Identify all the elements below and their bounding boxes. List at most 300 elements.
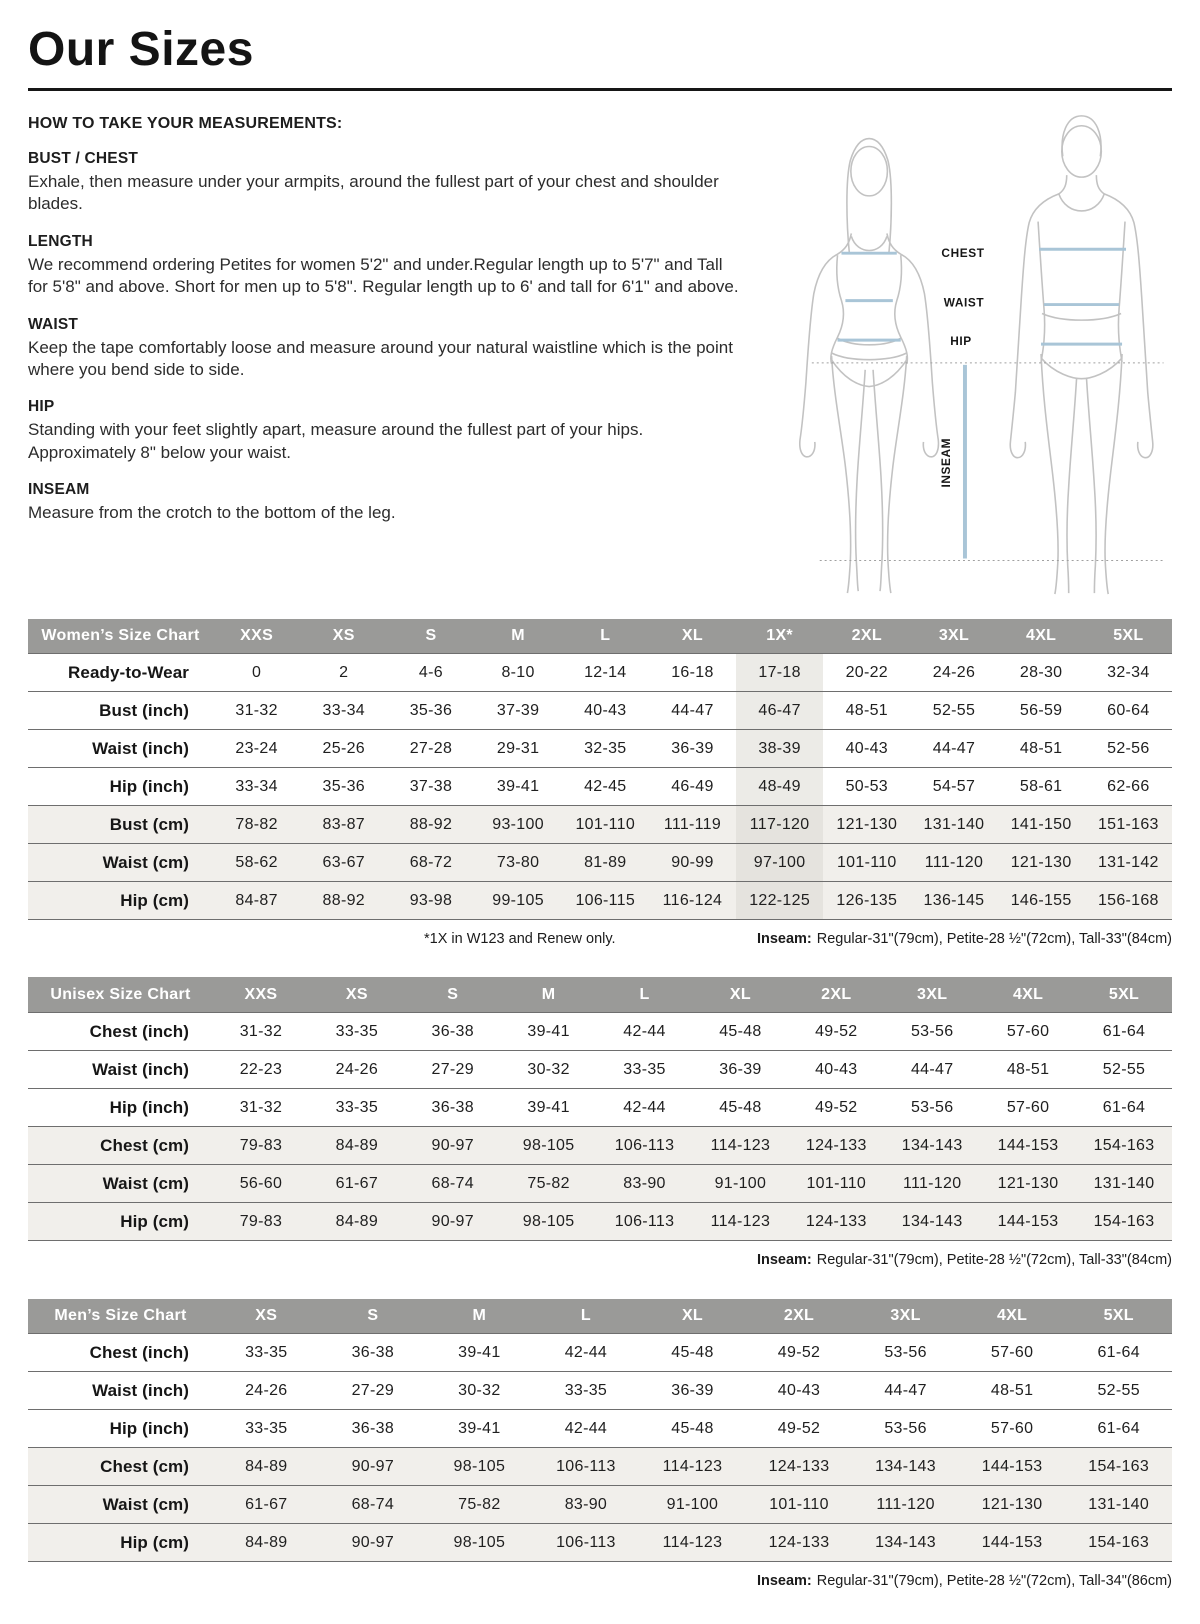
chest-label: CHEST xyxy=(941,245,985,260)
size-value-cell: 61-67 xyxy=(213,1486,320,1524)
size-column-header: 2XL xyxy=(821,985,852,1003)
size-value-cell: 116-124 xyxy=(649,882,736,920)
size-value-cell: 42-44 xyxy=(623,1098,666,1116)
table-row xyxy=(28,844,1172,882)
row-label: Hip (inch) xyxy=(109,777,189,797)
size-value-cell: 27-28 xyxy=(409,740,453,758)
size-column-header: XS xyxy=(345,985,368,1003)
size-value-cell: 79-83 xyxy=(213,1126,309,1164)
table-row xyxy=(28,1372,1172,1410)
size-value-cell: 98-105 xyxy=(426,1524,533,1562)
row-label: Hip (cm) xyxy=(28,1202,213,1240)
size-column-header: 4XL xyxy=(996,1307,1028,1325)
size-column-header: XL xyxy=(681,627,703,645)
size-value-cell: 42-45 xyxy=(584,778,627,796)
row-label: Waist (inch) xyxy=(92,1059,189,1079)
size-value-cell: 36-38 xyxy=(351,1344,395,1362)
size-value-cell: 37-38 xyxy=(409,778,453,796)
size-value-cell: 24-26 xyxy=(932,664,976,682)
inseam-note-label: Inseam: xyxy=(756,1573,812,1590)
size-value-cell: 106-113 xyxy=(597,1202,693,1240)
size-value-cell: 124-133 xyxy=(788,1202,884,1240)
size-value-cell: 90-99 xyxy=(649,844,736,882)
size-value-cell: 62-66 xyxy=(1107,778,1150,796)
section-heading: LENGTH xyxy=(28,232,93,250)
row-label: Chest (cm) xyxy=(28,1448,213,1486)
size-value-cell: 78-82 xyxy=(213,806,300,844)
size-value-cell: 84-89 xyxy=(213,1448,320,1486)
size-value-cell: 141-150 xyxy=(998,806,1085,844)
size-value-cell: 32-35 xyxy=(584,740,627,758)
size-value-cell: 144-153 xyxy=(959,1448,1066,1486)
size-value-cell: 48-51 xyxy=(990,1382,1034,1400)
size-value-cell: 101-110 xyxy=(562,806,649,844)
size-value-cell: 52-56 xyxy=(1107,740,1150,758)
size-value-cell: 48-51 xyxy=(1006,1060,1050,1078)
size-value-cell: 57-60 xyxy=(990,1344,1034,1362)
size-value-cell: 106-113 xyxy=(533,1524,640,1562)
size-value-cell: 57-60 xyxy=(990,1420,1034,1438)
top-section xyxy=(28,105,1172,599)
size-column-header: M xyxy=(472,1307,487,1325)
size-value-cell: 131-140 xyxy=(910,806,997,844)
size-value-cell: 121-130 xyxy=(998,844,1085,882)
size-value-cell: 84-89 xyxy=(309,1126,405,1164)
size-column-header: 4XL xyxy=(1026,627,1057,645)
size-value-cell: 33-35 xyxy=(245,1420,288,1438)
size-value-cell: 83-87 xyxy=(300,806,387,844)
size-value-cell: 98-105 xyxy=(501,1202,597,1240)
size-value-cell: 90-97 xyxy=(405,1202,501,1240)
mens-size-table xyxy=(28,1299,1172,1563)
size-value-cell: 151-163 xyxy=(1085,806,1172,844)
size-value-cell: 45-48 xyxy=(719,1098,762,1116)
size-value-cell: 124-133 xyxy=(746,1524,853,1562)
row-label: Waist (inch) xyxy=(92,739,189,759)
womens-table-footnote xyxy=(28,931,1172,947)
size-column-header: 5XL xyxy=(1108,985,1140,1003)
size-value-cell: 46-49 xyxy=(671,778,714,796)
size-value-cell: 22-23 xyxy=(239,1060,283,1078)
size-value-cell: 61-67 xyxy=(309,1164,405,1202)
inseam-note-label: Inseam: xyxy=(756,1251,812,1268)
size-value-cell: 75-82 xyxy=(426,1486,533,1524)
size-column-header: L xyxy=(600,627,611,645)
size-value-cell: 38-39 xyxy=(736,730,823,768)
man-figure xyxy=(1010,116,1153,594)
size-value-cell: 60-64 xyxy=(1107,702,1150,720)
size-value-cell: 83-90 xyxy=(533,1486,640,1524)
size-value-cell: 114-123 xyxy=(692,1126,788,1164)
mens-inseam-note xyxy=(757,1573,1172,1589)
size-value-cell: 131-142 xyxy=(1085,844,1172,882)
size-column-header: S xyxy=(447,985,459,1003)
size-value-cell: 39-41 xyxy=(458,1344,501,1362)
size-value-cell: 106-113 xyxy=(597,1126,693,1164)
size-value-cell: 61-64 xyxy=(1102,1098,1146,1116)
figure-illustration xyxy=(752,105,1172,599)
size-value-cell: 97-100 xyxy=(736,844,823,882)
size-value-cell: 99-105 xyxy=(475,882,562,920)
row-label: Hip (cm) xyxy=(28,882,213,920)
size-value-cell: 31-32 xyxy=(235,702,278,720)
table-title: Women’s Size Chart xyxy=(41,627,200,645)
size-value-cell: 49-52 xyxy=(777,1344,821,1362)
inseam-note-text: Regular-31"(79cm), Petite-28 ½"(72cm), Tall-33"(84cm) xyxy=(816,931,1172,948)
size-value-cell: 42-44 xyxy=(564,1344,608,1362)
size-value-cell: 136-145 xyxy=(910,882,997,920)
row-label: Waist (inch) xyxy=(92,1381,189,1401)
womens-1x-footnote: *1X in W123 and Renew only. xyxy=(424,931,616,948)
size-value-cell: 114-123 xyxy=(639,1448,746,1486)
size-value-cell: 101-110 xyxy=(788,1164,884,1202)
size-value-cell: 121-130 xyxy=(823,806,910,844)
size-value-cell: 84-89 xyxy=(213,1524,320,1562)
table-title: Unisex Size Chart xyxy=(50,985,191,1003)
table-row xyxy=(28,692,1172,730)
size-value-cell: 84-89 xyxy=(309,1202,405,1240)
size-column-header: XXS xyxy=(244,985,278,1003)
size-value-cell: 53-56 xyxy=(884,1420,927,1438)
row-label: Hip (inch) xyxy=(109,1097,189,1117)
size-value-cell: 12-14 xyxy=(584,664,627,682)
size-value-cell: 0 xyxy=(251,664,262,682)
size-value-cell: 124-133 xyxy=(746,1448,853,1486)
size-value-cell: 101-110 xyxy=(746,1486,853,1524)
size-value-cell: 124-133 xyxy=(788,1126,884,1164)
size-value-cell: 134-143 xyxy=(852,1448,959,1486)
size-value-cell: 131-140 xyxy=(1076,1164,1172,1202)
size-value-cell: 20-22 xyxy=(845,664,888,682)
size-value-cell: 146-155 xyxy=(998,882,1085,920)
section-body: Exhale, then measure under your armpits, around the fullest part of your chest and shoulder blades. xyxy=(28,171,719,214)
size-value-cell: 111-120 xyxy=(910,844,997,882)
size-value-cell: 73-80 xyxy=(475,844,562,882)
table-row xyxy=(28,1486,1172,1524)
table-row xyxy=(28,1088,1172,1126)
size-value-cell: 39-41 xyxy=(527,1098,570,1116)
size-value-cell: 154-163 xyxy=(1065,1448,1172,1486)
unisex-size-table xyxy=(28,977,1172,1241)
size-value-cell: 83-90 xyxy=(597,1164,693,1202)
size-value-cell: 114-123 xyxy=(692,1202,788,1240)
size-value-cell: 8-10 xyxy=(501,664,535,682)
size-value-cell: 53-56 xyxy=(910,1022,954,1040)
size-column-header: XXS xyxy=(240,627,274,645)
size-value-cell: 40-43 xyxy=(777,1382,821,1400)
size-column-header: XS xyxy=(255,1307,278,1325)
table-row xyxy=(28,730,1172,768)
size-value-cell: 54-57 xyxy=(932,778,976,796)
size-value-cell: 57-60 xyxy=(1006,1098,1050,1116)
inseam-note-text: Regular-31"(79cm), Petite-28 ½"(72cm), Tall-33"(84cm) xyxy=(816,1251,1172,1268)
size-value-cell: 25-26 xyxy=(322,740,365,758)
unisex-table-footnote xyxy=(28,1252,1172,1268)
size-column-header: XL xyxy=(729,985,751,1003)
table-row xyxy=(28,1410,1172,1448)
mens-table-footnote xyxy=(28,1573,1172,1589)
size-value-cell: 90-97 xyxy=(320,1448,427,1486)
table-row xyxy=(28,768,1172,806)
row-label: Ready-to-Wear xyxy=(68,663,189,683)
size-column-header: S xyxy=(367,1307,379,1325)
size-column-header: M xyxy=(541,985,556,1003)
size-value-cell: 134-143 xyxy=(884,1202,980,1240)
size-value-cell: 90-97 xyxy=(320,1524,427,1562)
size-value-cell: 111-120 xyxy=(852,1486,959,1524)
size-value-cell: 24-26 xyxy=(245,1382,288,1400)
size-value-cell: 33-35 xyxy=(564,1382,608,1400)
section-body: Keep the tape comfortably loose and measure around your natural waistline which is the point where you bend side to side. xyxy=(28,337,733,379)
hip-label: HIP xyxy=(950,333,972,348)
size-value-cell: 117-120 xyxy=(736,806,823,844)
table-row xyxy=(28,882,1172,920)
size-value-cell: 154-163 xyxy=(1076,1126,1172,1164)
size-value-cell: 61-64 xyxy=(1102,1022,1146,1040)
instructions-heading: HOW TO TAKE YOUR MEASUREMENTS: xyxy=(28,114,343,132)
size-value-cell: 33-34 xyxy=(235,778,278,796)
size-column-header: 5XL xyxy=(1103,1307,1134,1325)
size-column-header: XL xyxy=(681,1307,703,1325)
size-value-cell: 42-44 xyxy=(564,1420,608,1438)
size-column-header: 4XL xyxy=(1012,985,1044,1003)
size-value-cell: 56-59 xyxy=(1019,702,1063,720)
size-value-cell: 52-55 xyxy=(1097,1382,1140,1400)
size-value-cell: 48-51 xyxy=(1019,740,1063,758)
size-value-cell: 53-56 xyxy=(910,1098,954,1116)
size-value-cell: 27-29 xyxy=(351,1382,395,1400)
page xyxy=(0,24,1200,1589)
size-value-cell: 23-24 xyxy=(235,740,278,758)
section-body: Measure from the crotch to the bottom of the leg. xyxy=(28,503,396,523)
size-column-header: L xyxy=(639,985,650,1003)
size-value-cell: 33-35 xyxy=(335,1098,379,1116)
size-column-header: XS xyxy=(332,627,355,645)
size-value-cell: 35-36 xyxy=(409,702,453,720)
size-value-cell: 33-34 xyxy=(322,702,365,720)
row-label: Chest (inch) xyxy=(89,1343,189,1363)
size-value-cell: 144-153 xyxy=(980,1202,1076,1240)
size-value-cell: 52-55 xyxy=(932,702,976,720)
size-value-cell: 36-39 xyxy=(671,1382,714,1400)
section-heading: BUST / CHEST xyxy=(28,149,139,167)
reference-dotted-lines xyxy=(812,363,1164,561)
size-value-cell: 156-168 xyxy=(1085,882,1172,920)
size-value-cell: 49-52 xyxy=(815,1098,858,1116)
size-column-header: L xyxy=(580,1307,591,1325)
table-row xyxy=(28,1202,1172,1240)
size-value-cell: 45-48 xyxy=(719,1022,762,1040)
size-value-cell: 90-97 xyxy=(405,1126,501,1164)
size-value-cell: 134-143 xyxy=(884,1126,980,1164)
size-value-cell: 27-29 xyxy=(431,1060,474,1078)
section-heading: WAIST xyxy=(28,315,79,333)
table-row xyxy=(28,1448,1172,1486)
row-label: Bust (cm) xyxy=(28,806,213,844)
size-value-cell: 91-100 xyxy=(639,1486,746,1524)
size-value-cell: 44-47 xyxy=(932,740,976,758)
size-value-cell: 126-135 xyxy=(823,882,910,920)
size-value-cell: 75-82 xyxy=(501,1164,597,1202)
row-label: Waist (cm) xyxy=(28,1164,213,1202)
size-value-cell: 53-56 xyxy=(884,1344,927,1362)
section-body: We recommend ordering Petites for women 5'2" and under.Regular length up to 5'7" and Tall for 5'8" and above. Short for men up to 5'8". Regular length up to 6' and tall for 6'1" and above. xyxy=(28,254,739,297)
row-label: Waist (cm) xyxy=(28,844,213,882)
size-value-cell: 114-123 xyxy=(639,1524,746,1562)
table-row xyxy=(28,1524,1172,1562)
size-value-cell: 61-64 xyxy=(1097,1344,1140,1362)
size-value-cell: 39-41 xyxy=(458,1420,501,1438)
measurement-sections xyxy=(28,150,752,525)
row-label: Waist (cm) xyxy=(28,1486,213,1524)
section-heading: HIP xyxy=(28,398,55,416)
size-value-cell: 33-35 xyxy=(335,1022,379,1040)
table-row xyxy=(28,806,1172,844)
size-value-cell: 31-32 xyxy=(239,1098,283,1116)
size-column-header: 3XL xyxy=(938,627,970,645)
size-value-cell: 93-100 xyxy=(475,806,562,844)
size-value-cell: 36-39 xyxy=(719,1060,762,1078)
table-row xyxy=(28,1050,1172,1088)
size-value-cell: 121-130 xyxy=(980,1164,1076,1202)
size-value-cell: 33-35 xyxy=(623,1060,666,1078)
size-column-header: 2XL xyxy=(851,627,882,645)
row-label: Chest (cm) xyxy=(28,1126,213,1164)
size-value-cell: 45-48 xyxy=(671,1420,714,1438)
row-label: Hip (cm) xyxy=(28,1524,213,1562)
size-value-cell: 68-74 xyxy=(320,1486,427,1524)
size-column-header: 5XL xyxy=(1113,627,1144,645)
size-value-cell: 40-43 xyxy=(584,702,627,720)
size-value-cell: 81-89 xyxy=(562,844,649,882)
size-value-cell: 79-83 xyxy=(213,1202,309,1240)
size-value-cell: 24-26 xyxy=(335,1060,379,1078)
size-value-cell: 44-47 xyxy=(671,702,714,720)
size-value-cell: 144-153 xyxy=(980,1126,1076,1164)
size-value-cell: 88-92 xyxy=(387,806,474,844)
table-row xyxy=(28,1334,1172,1372)
row-label: Chest (inch) xyxy=(89,1021,189,1041)
size-value-cell: 57-60 xyxy=(1006,1022,1050,1040)
size-value-cell: 44-47 xyxy=(910,1060,954,1078)
waist-label: WAIST xyxy=(943,295,985,310)
size-value-cell: 61-64 xyxy=(1097,1420,1140,1438)
size-value-cell: 33-35 xyxy=(245,1344,288,1362)
size-value-cell: 154-163 xyxy=(1076,1202,1172,1240)
measurement-instructions xyxy=(28,105,752,599)
size-value-cell: 40-43 xyxy=(845,740,888,758)
size-value-cell: 45-48 xyxy=(671,1344,714,1362)
size-column-header: 3XL xyxy=(890,1307,921,1325)
size-value-cell: 29-31 xyxy=(496,740,540,758)
size-value-cell: 91-100 xyxy=(692,1164,788,1202)
size-value-cell: 122-125 xyxy=(736,882,823,920)
size-column-header: S xyxy=(425,627,437,645)
size-value-cell: 50-53 xyxy=(845,778,888,796)
inseam-note-label: Inseam: xyxy=(756,931,812,948)
size-value-cell: 58-62 xyxy=(213,844,300,882)
size-value-cell: 154-163 xyxy=(1065,1524,1172,1562)
section-heading: INSEAM xyxy=(28,481,90,499)
size-value-cell: 134-143 xyxy=(852,1524,959,1562)
size-value-cell: 48-51 xyxy=(845,702,888,720)
inseam-label: INSEAM xyxy=(939,437,954,488)
size-value-cell: 56-60 xyxy=(213,1164,309,1202)
size-value-cell: 58-61 xyxy=(1019,778,1063,796)
womens-inseam-note xyxy=(757,931,1172,947)
size-value-cell: 52-55 xyxy=(1102,1060,1146,1078)
page-title: Our Sizes xyxy=(28,23,254,76)
size-value-cell: 48-49 xyxy=(736,768,823,806)
size-value-cell: 36-38 xyxy=(431,1098,474,1116)
row-label: Hip (inch) xyxy=(109,1419,189,1439)
size-value-cell: 93-98 xyxy=(387,882,474,920)
size-value-cell: 111-119 xyxy=(649,806,736,844)
size-value-cell: 30-32 xyxy=(458,1382,501,1400)
size-value-cell: 121-130 xyxy=(959,1486,1066,1524)
size-value-cell: 40-43 xyxy=(815,1060,858,1078)
size-value-cell: 28-30 xyxy=(1019,664,1063,682)
size-value-cell: 63-67 xyxy=(300,844,387,882)
section-body: Standing with your feet slightly apart, measure around the fullest part of your hips. Approximately 8" below your waist. xyxy=(28,420,644,462)
size-value-cell: 49-52 xyxy=(815,1022,858,1040)
body-measurement-diagram xyxy=(752,105,1172,599)
size-value-cell: 98-105 xyxy=(501,1126,597,1164)
size-value-cell: 131-140 xyxy=(1065,1486,1172,1524)
size-value-cell: 36-38 xyxy=(431,1022,474,1040)
inseam-note-text: Regular-31"(79cm), Petite-28 ½"(72cm), Tall-34"(86cm) xyxy=(816,1573,1172,1590)
row-label: Bust (inch) xyxy=(99,701,189,721)
size-column-header: 3XL xyxy=(917,985,948,1003)
size-value-cell: 106-115 xyxy=(562,882,649,920)
size-value-cell: 32-34 xyxy=(1107,664,1150,682)
size-value-cell: 2 xyxy=(339,664,349,682)
table-row xyxy=(28,1126,1172,1164)
size-value-cell: 37-39 xyxy=(496,702,540,720)
size-value-cell: 39-41 xyxy=(527,1022,570,1040)
womens-size-table xyxy=(28,619,1172,921)
size-value-cell: 4-6 xyxy=(418,664,443,682)
size-value-cell: 44-47 xyxy=(884,1382,927,1400)
woman-figure xyxy=(800,138,939,592)
size-value-cell: 36-38 xyxy=(351,1420,395,1438)
size-column-header: M xyxy=(511,627,525,645)
size-value-cell: 31-32 xyxy=(239,1022,283,1040)
table-row xyxy=(28,1164,1172,1202)
size-value-cell: 46-47 xyxy=(736,692,823,730)
size-value-cell: 144-153 xyxy=(959,1524,1066,1562)
size-value-cell: 49-52 xyxy=(777,1420,821,1438)
size-value-cell: 68-74 xyxy=(405,1164,501,1202)
size-value-cell: 39-41 xyxy=(496,778,540,796)
size-value-cell: 68-72 xyxy=(387,844,474,882)
size-value-cell: 84-87 xyxy=(213,882,300,920)
size-value-cell: 88-92 xyxy=(300,882,387,920)
size-value-cell: 98-105 xyxy=(426,1448,533,1486)
size-value-cell: 111-120 xyxy=(884,1164,980,1202)
size-column-header: 1X* xyxy=(766,627,793,645)
size-value-cell: 106-113 xyxy=(533,1448,640,1486)
size-value-cell: 30-32 xyxy=(527,1060,570,1078)
size-value-cell: 16-18 xyxy=(671,664,714,682)
size-value-cell: 35-36 xyxy=(322,778,365,796)
table-row xyxy=(28,1012,1172,1050)
title-divider xyxy=(28,88,1172,91)
table-title: Men’s Size Chart xyxy=(54,1307,187,1325)
size-value-cell: 17-18 xyxy=(736,654,823,692)
size-value-cell: 42-44 xyxy=(623,1022,666,1040)
size-value-cell: 101-110 xyxy=(823,844,910,882)
